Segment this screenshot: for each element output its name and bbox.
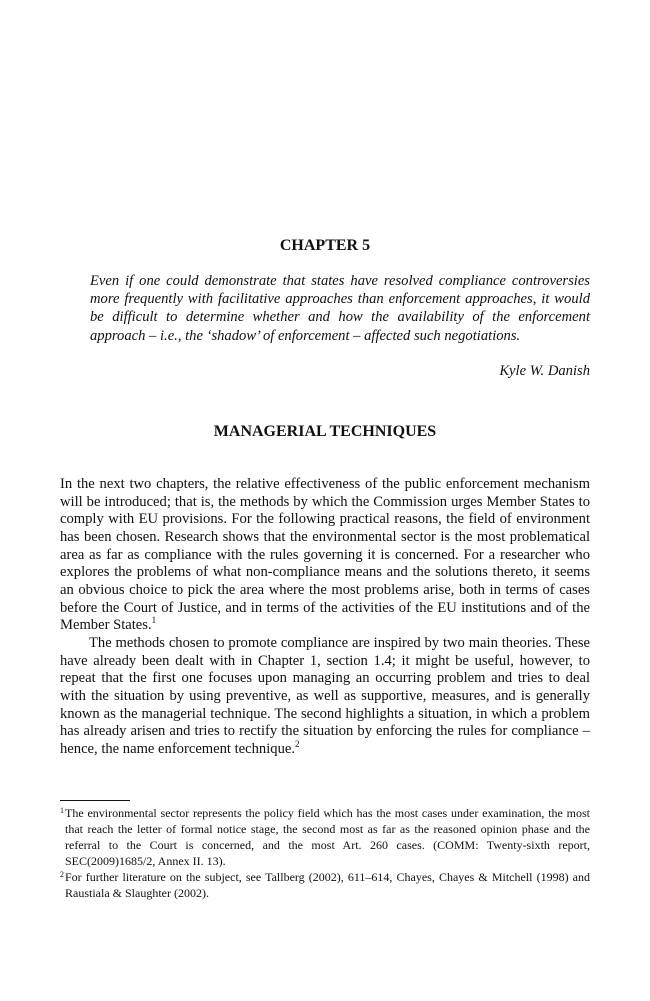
footnote-ref-2[interactable]: 2 (295, 738, 300, 749)
footnote-mark-1: 1 (60, 806, 64, 815)
body-paragraph-2 (60, 635, 590, 759)
footnote-2 (60, 869, 590, 901)
footnote-text-2: For further literature on the subject, see Tallberg (2002), 611–614, Chayes, Chayes & Mitchell (1998) and Raustiala & Slaughter (2002). (65, 870, 590, 900)
body-paragraph-2-text: The methods chosen to promote compliance are inspired by two main theories. These have already been dealt with in Chapter 1, section 1.4; it might be useful, however, to repeat that the first one focuses upon managing an occurring problem and tries to deal with the situation by using preventive, as well as supportive, measures, and is generally known as the managerial technique. The second highlights a situation, in which a problem has already arisen and tries to rectify the situation by enforcing the rules for compliance – hence, the name enforcement technique. (60, 634, 590, 757)
body-text (60, 476, 590, 759)
epigraph-author: Kyle W. Danish (499, 363, 590, 379)
epigraph-quote: Even if one could demonstrate that states have resolved compliance controversies more frequently with facilitative approaches than enforcement approaches, it would be difficult to determine whether and how the availability of the enforcement approach – i.e., the ‘shadow’ of enforcement – affected such negotiations. (90, 273, 590, 344)
footnote-1 (60, 805, 590, 869)
footnotes (60, 805, 590, 901)
chapter-number: CHAPTER 5 (279, 237, 371, 254)
body-paragraph-1-text: In the next two chapters, the relative effectiveness of the public enforcement mechanism will be introduced; that is, the methods by which the Commission urges Member States to comply with EU provisions. For the following practical reasons, the field of environment has been chosen. Research shows that the environmental sector is the most problematical area as far as compliance with the rules governing it is concerned. For a researcher who explores the problems of what non-compliance means and the solutions thereto, it seems an obvious choice to pick the area where the most problems arise, both in terms of cases before the Court of Justice, and in terms of the activities of the EU institutions and of the Member States. (60, 476, 590, 634)
footnote-text-1: The environmental sector represents the policy field which has the most cases under examination, the most that reach the letter of formal notice stage, the second most as far as the reasoned opinion phase and the referral to the Court is concerned, and the most Art. 260 cases. (COMM: Twenty-sixth report, SEC(2009)1685/2, Annex II. 13). (65, 806, 590, 868)
chapter-title: MANAGERIAL TECHNIQUES (213, 423, 437, 440)
footnote-divider (60, 800, 130, 801)
body-paragraph-1 (60, 476, 590, 635)
footnote-mark-2: 2 (60, 870, 64, 879)
footnote-ref-1[interactable]: 1 (151, 615, 157, 626)
